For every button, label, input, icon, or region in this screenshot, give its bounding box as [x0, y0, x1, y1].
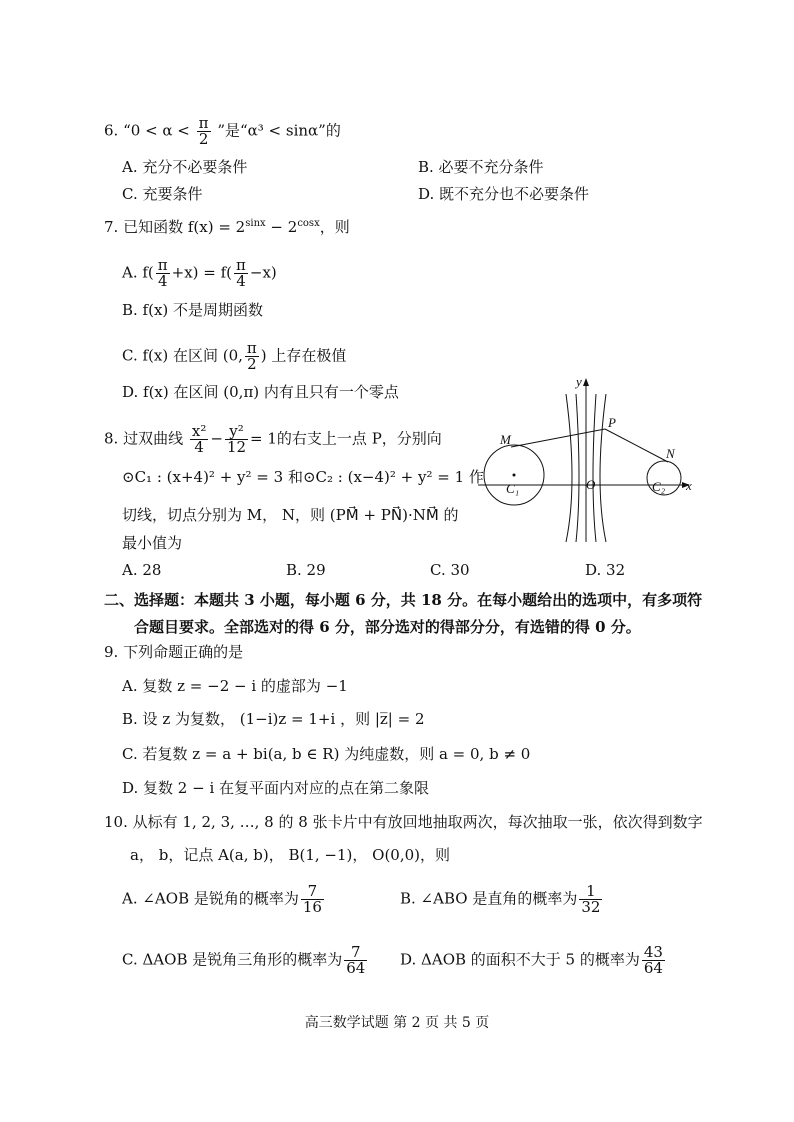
q6-option-b: B. 必要不充分条件	[418, 158, 544, 176]
q10-option-c: C. ΔAOB 是锐角三角形的概率为 $\frac{7}{64}$	[122, 943, 366, 977]
section-2-heading-cont: 合题目要求。全部选对的得 6 分，部分选对的得部分分，有选错的得 0 分。	[134, 618, 641, 636]
q8-line-4: 最小值为	[122, 534, 183, 552]
q9-stem: 9. 下列命题正确的是	[104, 643, 244, 661]
hyperbola-right-branch-inner	[593, 394, 596, 542]
q7-stem: 7. 已知函数 $f(x) = 2^{sinx} - 2^{cosx}$，则	[104, 218, 350, 236]
q9-option-d: D. 复数 2 − i 在复平面内对应的点在第二象限	[122, 779, 430, 797]
q10-option-d: D. ΔAOB 的面积不大于 5 的概率为 $\frac{43}{64}$	[400, 943, 663, 977]
q7-option-c: C. f(x) 在区间 (0, $\frac{\pi}{2}$ ) 上存在极值	[122, 339, 347, 373]
q8-option-c: C. 30	[430, 561, 470, 579]
y-axis-arrow	[583, 378, 589, 386]
q7-option-d: D. f(x) 在区间 (0,π) 内有且只有一个零点	[122, 383, 399, 401]
hyperbola-left-branch-inner	[576, 394, 579, 542]
section-2-heading: 二、选择题：本题共 3 小题，每小题 6 分，共 18 分。在每小题给出的选项中，有多项符	[104, 591, 703, 609]
q6-option-c: C. 充要条件	[122, 185, 203, 203]
q9-option-a: A. 复数 z = −2 − i 的虚部为 −1	[122, 677, 348, 695]
q7-option-a: A. f( $\frac{\pi}{4}$ +x) = f( $\frac{\pi}{4}$ −x)	[122, 256, 277, 290]
q9-option-c: C. 若复数 z = a + bi(a, b ∈ R) 为纯虚数，则 a = 0, b ≠ 0	[122, 745, 531, 763]
q10-line-2: a， b，记点 A(a, b)， B(1, −1)， O(0,0)，则	[130, 846, 451, 864]
label-c2: C₂	[652, 479, 666, 494]
q6-option-a: A. 充分不必要条件	[122, 158, 248, 176]
label-x: x	[686, 478, 692, 493]
hyperbola-figure	[478, 372, 708, 547]
page-footer: 高三数学试题 第 2 页 共 5 页	[304, 1015, 490, 1031]
label-y: y	[576, 374, 582, 389]
q8-line-3: 切线，切点分别为 M， N，则 (PM⃗ + PN⃗)·NM⃗ 的	[122, 506, 459, 524]
q6-option-d: D. 既不充分也不必要条件	[418, 185, 590, 203]
q10-option-b: B. ∠ABO 是直角的概率为 $\frac{1}{32}$	[400, 882, 601, 916]
q10-option-a: A. ∠AOB 是锐角的概率为 $\frac{7}{16}$	[122, 882, 322, 916]
q8-option-b: B. 29	[286, 561, 326, 579]
q8-option-a: A. 28	[122, 561, 162, 579]
q8-line-1: 8. 过双曲线 $\frac{\text{x²}}{4}$ − $\frac{\text{y²}}{12}$ = 1的右支上一点 P，分别向	[104, 422, 442, 456]
tangent-pn	[605, 429, 668, 462]
q10-line-1: 10. 从标有 1, 2, 3, …, 8 的 8 张卡片中有放回地抽取两次，每次抽取一张，依次得到数字	[104, 813, 703, 831]
q6-stem-post: ”是“α³ < sinα”的	[217, 121, 341, 140]
q6-fraction: $\frac{\pi}{2}$	[198, 114, 209, 148]
q9-option-b: B. 设 z 为复数， (1−i)z = 1+i ，则 |z̅| = 2	[122, 710, 425, 728]
label-c1: C₁	[506, 481, 520, 496]
q8-line-2: ⊙C₁ : (x+4)² + y² = 3 和⊙C₂ : (x−4)² + y² = 1 作	[122, 468, 484, 486]
q6-number: 6.	[104, 121, 119, 140]
hyperbola-left-branch	[566, 394, 572, 542]
label-n: N	[666, 446, 675, 461]
q6-stem	[104, 116, 341, 147]
label-m: M	[500, 432, 511, 447]
q8-option-d: D. 32	[585, 561, 626, 579]
q7-option-b: B. f(x) 不是周期函数	[122, 301, 264, 319]
tangent-pm	[511, 429, 605, 447]
label-p: P	[608, 415, 616, 430]
label-o: O	[586, 477, 596, 492]
hyperbola-right-branch	[600, 394, 606, 542]
q6-stem-pre: “0 < α <	[123, 121, 190, 140]
